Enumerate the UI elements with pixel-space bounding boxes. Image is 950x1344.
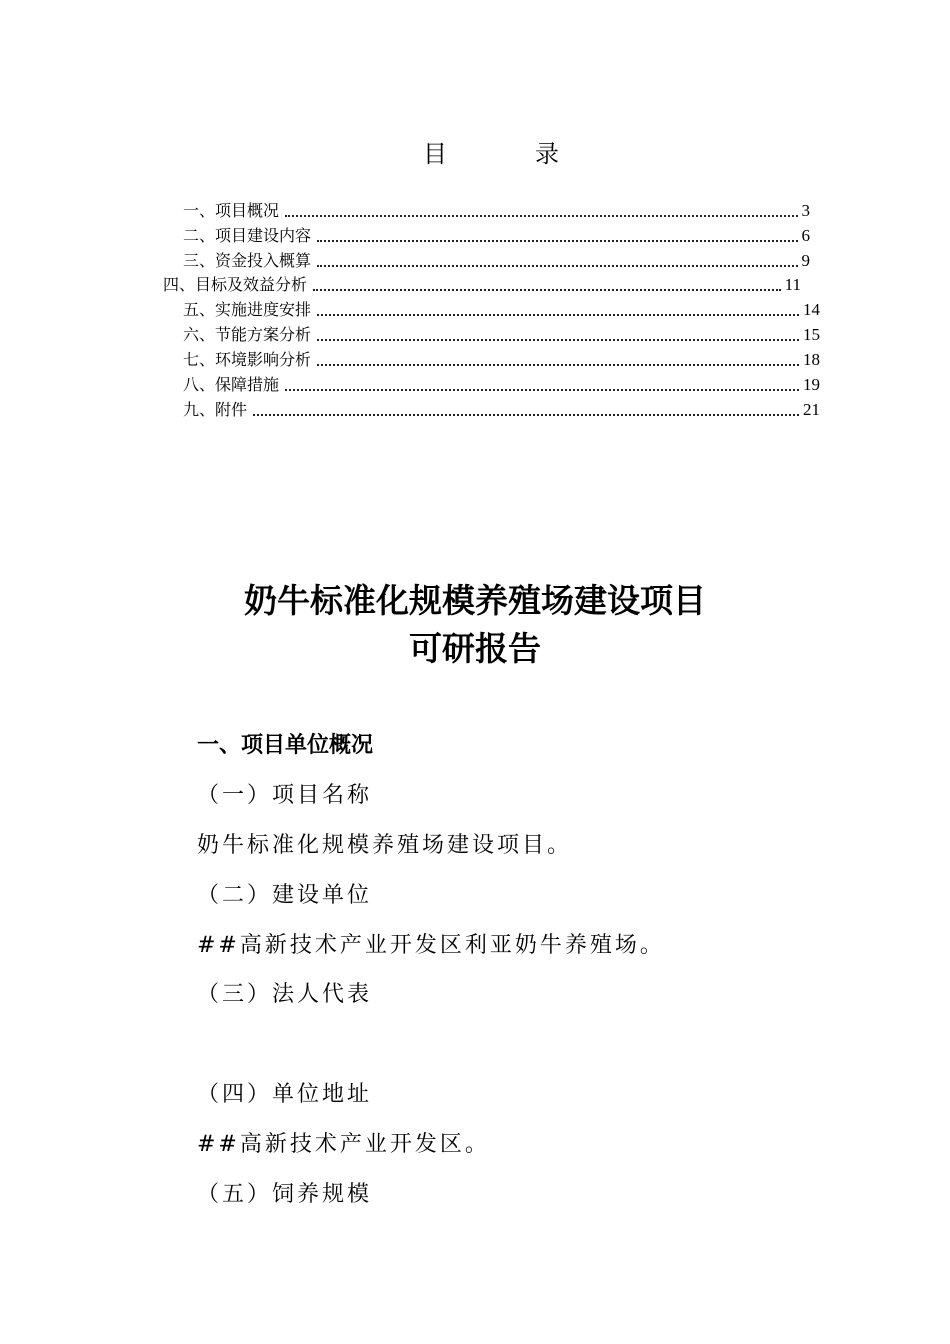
toc-entry-page: 19 <box>803 375 820 394</box>
toc-entry[interactable] <box>183 374 820 396</box>
toc-entry-label: 七、环境影响分析 <box>183 350 312 369</box>
toc-entry-page: 18 <box>803 350 820 369</box>
toc-entry-page: 9 <box>801 251 810 270</box>
toc-entry[interactable] <box>183 324 820 346</box>
toc-entry[interactable] <box>183 349 820 371</box>
toc-entry-page: 21 <box>803 400 820 419</box>
subsection-heading: （二）建设单位 <box>197 883 373 908</box>
toc-entry-label: 四、目标及效益分析 <box>163 275 308 294</box>
subsection-heading: （三）法人代表 <box>197 982 373 1007</box>
toc-entry-label: 五、实施进度安排 <box>183 300 312 319</box>
toc-entry-page: 14 <box>803 300 820 319</box>
section-heading: 一、项目单位概况 <box>197 733 374 758</box>
toc-entry-label: 九、附件 <box>183 400 248 419</box>
toc-entry-label: 六、节能方案分析 <box>183 325 312 344</box>
toc-entry-label: 八、保障措施 <box>183 375 280 394</box>
toc-leader-dots <box>317 339 799 341</box>
paragraph: ##高新技术产业开发区利亚奶牛养殖场。 <box>197 933 665 958</box>
toc-leader-dots <box>317 314 799 316</box>
toc-leader-dots <box>285 215 797 217</box>
toc-leader-dots <box>253 414 799 416</box>
toc-entry[interactable] <box>183 399 820 421</box>
document-title-line-1: 奶牛标准化规模养殖场建设项目 <box>244 581 706 620</box>
toc-leader-dots <box>317 240 797 242</box>
document-title-line-2: 可研报告 <box>409 629 541 668</box>
paragraph: ##高新技术产业开发区。 <box>197 1132 490 1157</box>
paragraph: 奶牛标准化规模养殖场建设项目。 <box>197 833 573 858</box>
toc-entry-label: 二、项目建设内容 <box>183 226 312 245</box>
subsection-heading: （一）项目名称 <box>197 783 373 808</box>
toc-entry[interactable] <box>183 225 810 247</box>
toc-entry[interactable] <box>163 274 801 296</box>
toc-leader-dots <box>317 364 799 366</box>
toc-entry[interactable] <box>183 250 810 272</box>
toc-entry-page: 6 <box>801 226 810 245</box>
toc-leader-dots <box>313 289 781 291</box>
toc-title: 目 录 <box>423 140 591 168</box>
toc-entry-label: 三、资金投入概算 <box>183 251 312 270</box>
toc-entry-page: 15 <box>803 325 820 344</box>
subsection-heading: （四）单位地址 <box>197 1082 373 1107</box>
toc-entry-page: 3 <box>801 201 810 220</box>
toc-entry[interactable] <box>183 200 810 222</box>
toc-leader-dots <box>317 265 797 267</box>
toc-leader-dots <box>285 389 799 391</box>
toc-entry-page: 11 <box>784 275 801 294</box>
toc-entry-label: 一、项目概况 <box>183 201 280 220</box>
toc-entry[interactable] <box>183 299 820 321</box>
subsection-heading: （五）饲养规模 <box>197 1182 373 1207</box>
